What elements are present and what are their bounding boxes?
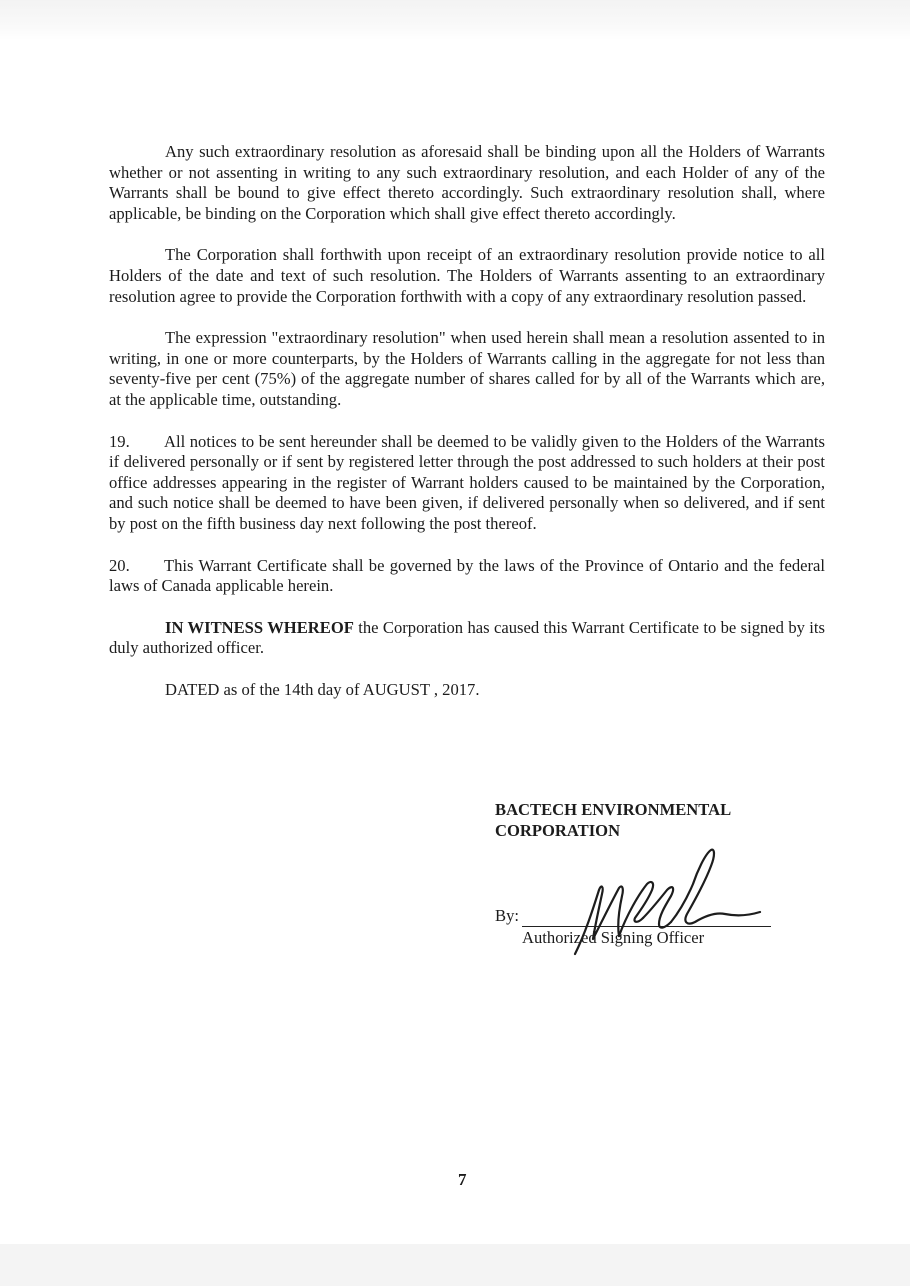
dated-line: DATED as of the 14th day of AUGUST , 2017. [165, 679, 480, 699]
paragraph-binding-resolution: Any such extraordinary resolution as aforesaid shall be binding upon all the Holders of Warrants whether or not assenting in writing to any such extraordinary resolution, and each Holder of any of the Warrants shall be bound to give effect thereto accordingly. Such extraordinary resolution shall, where applicable, be binding on the Corporation which shall give effect thereto accordingly. [109, 142, 825, 223]
paragraph-definition: The expression "extraordinary resolution" when used herein shall mean a resolution assented to in writing, in one or more counterparts, by the Holders of Warrants calling in the aggregate for not less than seventy-five per cent (75%) of the aggregate number of shares called for by all of the Warrants which are, at the applicable time, outstanding. [109, 328, 825, 409]
section-20-number: 20. [109, 555, 130, 575]
officer-title: Authorized Signing Officer [522, 928, 705, 947]
page-number: 7 [458, 1170, 467, 1189]
by-label: By: [495, 906, 519, 925]
witness-clause [109, 618, 825, 659]
section-20 [109, 556, 825, 597]
company-name-line-2: CORPORATION [495, 820, 621, 840]
scan-top-shadow [0, 0, 910, 40]
scan-bottom-shadow [0, 1244, 910, 1286]
company-name-line-1: BACTECH ENVIRONMENTAL [495, 800, 732, 819]
section-19 [109, 432, 825, 535]
paragraph-notice-resolution: The Corporation shall forthwith upon receipt of an extraordinary resolution provide notice to all Holders of the date and text of such resolution. The Holders of Warrants assenting to an extraordinary resolution agree to provide the Corporation forthwith with a copy of any extraordinary resolution passed. [109, 245, 825, 306]
section-19-text: All notices to be sent hereunder shall be deemed to be validly given to the Holders of the Warrants if delivered personally or if sent by registered letter through the post addressed to such holders at their post office addresses appearing in the register of Warrant holders caused to be maintained by the Corporation, and such notice shall be deemed to have been given, if delivered personally when so delivered, and if sent by post on the fifth business day next following the post thereof. [109, 431, 825, 533]
witness-lead: IN WITNESS WHEREOF [165, 617, 354, 637]
section-20-text: This Warrant Certificate shall be governed by the laws of the Province of Ontario and the federal laws of Canada applicable herein. [109, 555, 825, 596]
signature-row [495, 904, 775, 928]
section-19-number: 19. [109, 431, 130, 451]
signature-block [495, 800, 785, 947]
witness-text: the Corporation has caused this Warrant Certificate to be signed by its duly authorized officer. [109, 617, 825, 658]
document-body [109, 142, 825, 700]
